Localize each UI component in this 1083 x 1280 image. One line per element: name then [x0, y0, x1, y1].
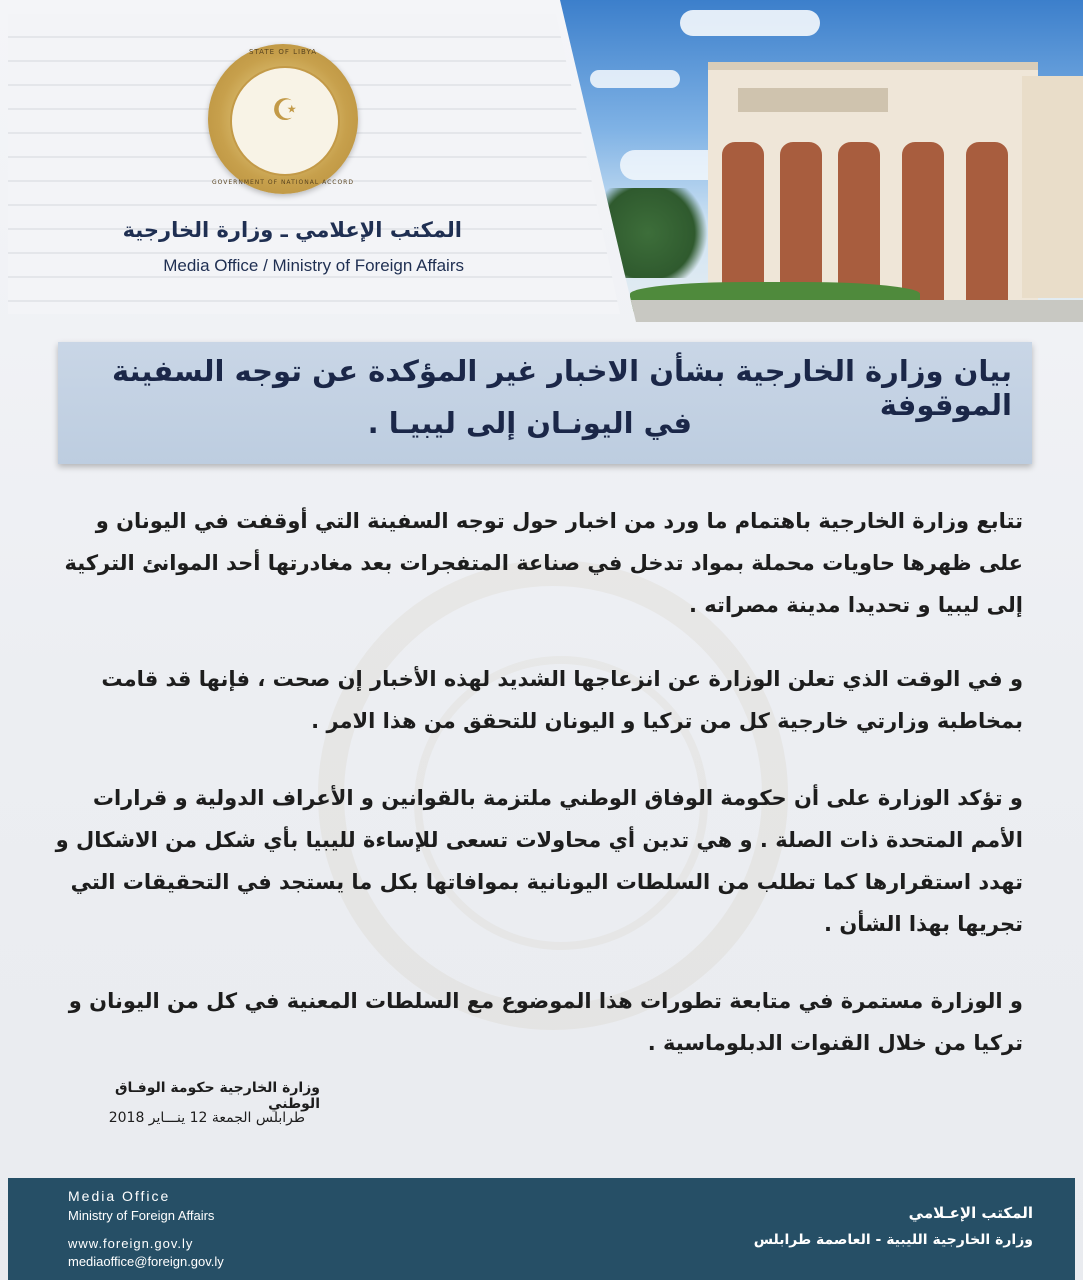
seal-text-bottom: GOVERNMENT OF NATIONAL ACCORD: [212, 179, 354, 186]
seal-inner: [230, 66, 340, 176]
statement-title-line-1: بيان وزارة الخارجية بشأن الاخبار غير المؤكدة عن توجه السفينة الموقوفة: [111, 354, 1012, 422]
body-paragraph-2: و في الوقت الذي تعلن الوزارة عن انزعاجها الشديد لهذه الأخبار إن صحت ، فإنها قد قامت بمخاطبة وزارتي خارجية كل من تركيا و اليونان للتحقق من هذا الامر .: [101, 667, 1023, 733]
footer-bar: [8, 1178, 1075, 1280]
footer-ministry-arabic: وزارة الخارجية الليبية - العاصمة طرابلس: [753, 1232, 1033, 1248]
footer-media-office: Media Office: [68, 1188, 171, 1204]
office-title-arabic: المكتب الإعلامي ـ وزارة الخارجية: [122, 218, 462, 242]
signature-ministry: وزارة الخارجية حكومة الوفـاق الوطني: [115, 1080, 320, 1112]
building-wing: [1022, 76, 1083, 298]
statement-title-box: [58, 342, 1032, 464]
footer-ministry: Ministry of Foreign Affairs: [68, 1208, 215, 1223]
cloud: [590, 70, 680, 88]
seal-text-top: STATE OF LIBYA: [248, 48, 317, 56]
ground: [620, 300, 1083, 322]
footer-email-link[interactable]: mediaoffice@foreign.gov.ly: [68, 1254, 224, 1269]
body-paragraph-3: و تؤكد الوزارة على أن حكومة الوفاق الوطني ملتزمة بالقوانين و الأعراف الدولية و قرارات الأمم المتحدة ذات الصلة . و هي تدين أي محاولات تسعى للإساءة لليبيا بأي شكل من الاشكال و تهدد استقرارها كما تطلب من السلطات اليونانية بموافاتها بكل ما يستجد في التحقيقات التي تجريها بهذا الشأن .: [55, 786, 1023, 936]
body-paragraph-4: و الوزارة مستمرة في متابعة تطورات هذا الموضوع مع السلطات المعنية في كل من اليونان و تركيا من خلال القنوات الدبلوماسية .: [68, 989, 1023, 1055]
trees: [600, 188, 720, 278]
ministry-building-photo: [560, 0, 1083, 322]
arch: [958, 134, 1016, 320]
state-seal-logo: [208, 44, 358, 194]
body-paragraph-1: تتابع وزارة الخارجية باهتمام ما ورد من اخبار حول توجه السفينة التي أوقفت في اليونان و على ظهرها حاويات محملة بمواد تدخل في صناعة المتفجرات بعد مغادرتها أحد الموانئ التركية إلى ليبيا و تحديدا مدينة مصراته .: [64, 509, 1023, 617]
crescent-star-icon: ☪: [271, 93, 299, 128]
signature-date: طرابلس الجمعة 12 ينـــاير 2018: [108, 1110, 305, 1126]
header-banner: [0, 0, 1083, 322]
footer-website-link[interactable]: www.foreign.gov.ly: [68, 1236, 194, 1251]
statement-title-line-2: في اليونـان إلى ليبيـا .: [367, 406, 692, 440]
footer-office-arabic: المكتب الإعـلامي: [908, 1204, 1033, 1222]
building-sign: [738, 88, 888, 112]
office-title-english: Media Office / Ministry of Foreign Affairs: [163, 256, 464, 275]
cloud: [680, 10, 820, 36]
